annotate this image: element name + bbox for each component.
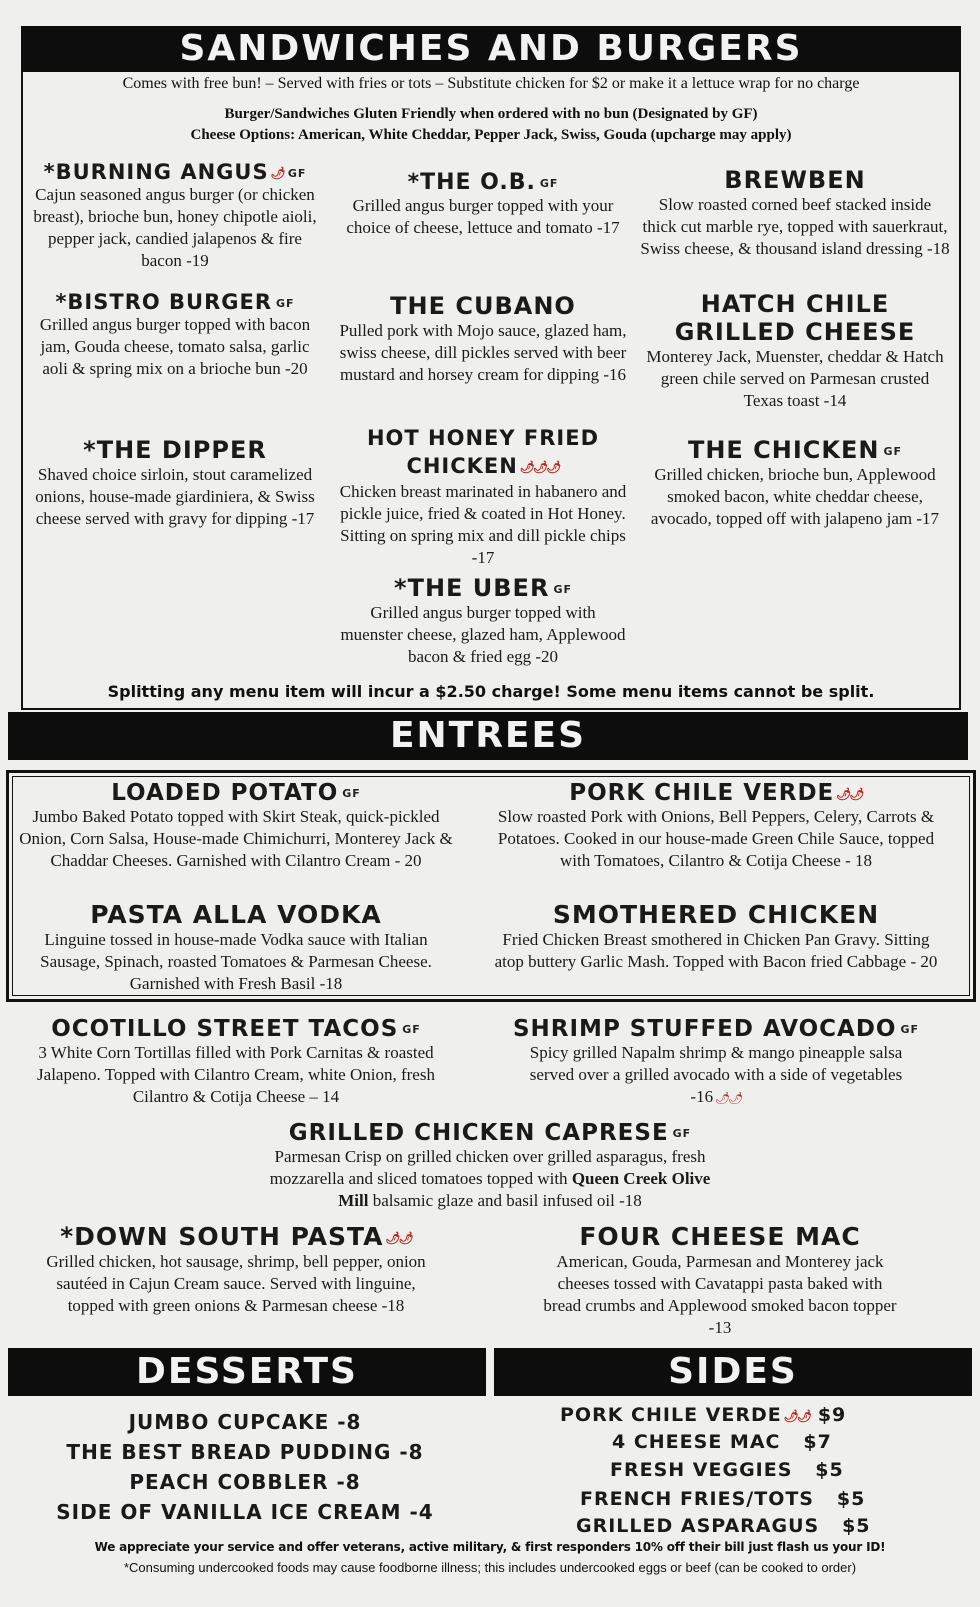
entree-four-cheese-mac (520, 1222, 920, 1339)
brand-name: Queen Creek Olive Mill (338, 1169, 711, 1210)
side-item (610, 1459, 844, 1481)
entrees-banner: ENTREES (8, 712, 968, 760)
side-name: PORK CHILE VERDE (560, 1404, 782, 1426)
side-name: 4 CHEESE MAC (612, 1431, 781, 1453)
item-description: Grilled angus burger topped with your choice of cheese, lettuce and tomato -17 (346, 196, 620, 237)
entree-down-south-pasta (16, 1222, 456, 1317)
item-title: BREWBEN (724, 166, 866, 194)
item-description: Grilled angus burger topped with muenster cheese, glazed ham, Applewood bacon & fried egg -20 (340, 603, 626, 666)
split-note: Splitting any menu item will incur a $2.50 charge! Some menu items cannot be split. (107, 682, 875, 701)
gf-badge: GF (276, 296, 295, 310)
item-the-uber (338, 574, 628, 668)
item-title: FOUR CHEESE MAC (579, 1222, 861, 1251)
side-item (576, 1515, 871, 1537)
gf-badge: GF (900, 1023, 920, 1036)
pepper-icon: 🌶🌶🌶 (519, 460, 560, 474)
side-price: $5 (836, 1488, 866, 1510)
item-title: PORK CHILE VERDE (569, 780, 835, 806)
item-description: Chicken breast marinated in habanero and pickle juice, fried & coated in Hot Honey. Sitting on spring mix and dill pickle chips -17 (339, 482, 627, 567)
desserts-banner: DESSERTS (8, 1348, 486, 1396)
dessert-item: SIDE OF VANILLA ICE CREAM -4 (56, 1500, 434, 1524)
veterans-note: We appreciate your service and offer veterans, active military, & first responders 10% off their bill just flash us your ID! (94, 1540, 886, 1554)
item-title: *THE DIPPER (83, 436, 267, 464)
side-name: FRENCH FRIES/TOTS (580, 1488, 814, 1510)
entree-smothered-chicken (486, 900, 946, 973)
item-burning-angus (30, 160, 320, 272)
entree-ocotillo-tacos (16, 1016, 456, 1108)
side-name: FRESH VEGGIES (610, 1459, 793, 1481)
gf-badge: GF (402, 1023, 421, 1036)
gf-badge: GF (342, 787, 361, 800)
side-item (612, 1431, 832, 1453)
item-the-dipper (30, 436, 320, 530)
item-description-end: balsamic glaze and basil infused oil -18 (368, 1191, 642, 1210)
item-description: Slow roasted Pork with Onions, Bell Peppers, Celery, Carrots & Potatoes. Cooked in our house-made Green Chile Sauce, topped with Tomatoes, Cilantro & Cotija Cheese - 18 (497, 807, 935, 870)
pepper-icon: 🌶🌶 (783, 1408, 811, 1423)
pepper-icon: 🌶🌶 (836, 786, 863, 801)
side-name: GRILLED ASPARAGUS (576, 1515, 820, 1537)
side-price: $7 (803, 1431, 832, 1453)
item-description: Monterey Jack, Muenster, cheddar & Hatch green chile served on Parmesan crusted Texas toast -14 (646, 347, 944, 410)
dessert-item: PEACH COBBLER -8 (129, 1470, 361, 1494)
dessert-item: JUMBO CUPCAKE -8 (128, 1410, 362, 1434)
sandwiches-banner: SANDWICHES AND BURGERS (21, 26, 961, 72)
side-item (560, 1404, 846, 1426)
pepper-icon: 🌶🌶 (715, 1091, 742, 1106)
item-title: HATCH CHILE GRILLED CHEESE (674, 290, 916, 346)
item-description: Cajun seasoned angus burger (or chicken breast), brioche bun, honey chipotle aioli, pepper jack, candied jalapenos & fire bacon -19 (33, 185, 317, 270)
sandwiches-note-1: Comes with free bun! – Served with fries or tots – Substitute chicken for $2 or make it a lettuce wrap for no charge (122, 75, 860, 92)
item-the-chicken (640, 436, 950, 530)
item-the-ob (338, 170, 628, 239)
gf-badge: GF (672, 1127, 692, 1140)
item-title: LOADED POTATO (111, 780, 339, 806)
sides-banner: SIDES (494, 1348, 972, 1396)
item-description: Grilled chicken, hot sausage, shrimp, bell pepper, onion sautéed in Cajun Cream sauce. Served with linguine, topped with green onions & Parmesan cheese -18 (46, 1252, 426, 1315)
item-title: SHRIMP STUFFED AVOCADO (512, 1016, 897, 1042)
entree-pork-chile-verde (486, 780, 946, 872)
item-description: Jumbo Baked Potato topped with Skirt Steak, quick-pickled Onion, Corn Salsa, House-made Chimichurri, Monterey Jack & Chaddar Cheeses. Garnished with Cilantro Cream - 20 (19, 807, 453, 870)
item-the-cubano (338, 292, 628, 386)
item-hatch-chile (640, 290, 950, 412)
item-brewben (640, 166, 950, 260)
item-description: Parmesan Crisp on grilled chicken over grilled asparagus, fresh mozzarella and sliced tomatoes topped with (269, 1147, 706, 1188)
item-hot-honey (338, 424, 628, 569)
sandwiches-note-2: Burger/Sandwiches Gluten Friendly when ordered with no bun (Designated by GF) (224, 106, 758, 122)
item-description: Slow roasted corned beef stacked inside thick cut marble rye, topped with sauerkraut, Swiss cheese, & thousand island dressing -18 (640, 195, 950, 258)
item-bistro-burger (30, 290, 320, 380)
item-title: SMOTHERED CHICKEN (552, 900, 880, 929)
item-title: HOT HONEY FRIED CHICKEN (366, 426, 600, 478)
entree-loaded-potato (16, 780, 456, 872)
item-title: GRILLED CHICKEN CAPRESE (288, 1120, 669, 1146)
item-description: 3 White Corn Tortillas filled with Pork Carnitas & roasted Jalapeno. Topped with Cilantro Cream, white Onion, fresh Cilantro & Cotija Cheese – 14 (37, 1043, 435, 1106)
gf-badge: GF (553, 582, 572, 596)
consumption-warning: *Consuming undercooked foods may cause foodborne illness; this includes undercooked eggs or beef (can be cooked to order) (123, 1560, 857, 1575)
item-title: *THE UBER (394, 574, 550, 602)
item-description: Spicy grilled Napalm shrimp & mango pineapple salsa served over a grilled avocado with a side of vegetables -16 (529, 1043, 903, 1106)
item-description: Shaved choice sirloin, stout caramelized onions, house-made giardiniera, & Swiss cheese served with gravy for dipping -17 (35, 465, 315, 528)
item-title: OCOTILLO STREET TACOS (51, 1016, 399, 1042)
gf-badge: GF (883, 444, 903, 458)
item-title: PASTA ALLA VODKA (90, 900, 382, 929)
item-description: Linguine tossed in house-made Vodka sauce with Italian Sausage, Spinach, roasted Tomatoes & Parmesan Cheese. Garnished with Fresh Basil -18 (40, 930, 432, 993)
side-price: $5 (815, 1459, 844, 1481)
item-description: Fried Chicken Breast smothered in Chicken Pan Gravy. Sitting atop buttery Garlic Mash. Topped with Bacon fried Cabbage - 20 (494, 930, 938, 971)
dessert-item: THE BEST BREAD PUDDING -8 (66, 1440, 424, 1464)
side-price: $9 (817, 1404, 847, 1426)
gf-badge: GF (287, 166, 307, 180)
item-description: American, Gouda, Parmesan and Monterey jack cheeses tossed with Cavatappi pasta baked with bread crumbs and Applewood smoked bacon topper -13 (543, 1252, 897, 1337)
side-price: $5 (842, 1515, 871, 1537)
item-title: *BISTRO BURGER (55, 290, 273, 314)
sandwiches-note-3: Cheese Options: American, White Cheddar, Pepper Jack, Swiss, Gouda (upcharge may apply) (190, 127, 792, 143)
entree-grilled-chicken-caprese (200, 1120, 780, 1212)
item-title: *DOWN SOUTH PASTA (60, 1222, 384, 1251)
entree-shrimp-avocado (486, 1016, 946, 1109)
item-title: *THE O.B. (407, 170, 536, 195)
item-title: THE CUBANO (390, 292, 576, 320)
item-description: Grilled angus burger topped with bacon jam, Gouda cheese, tomato salsa, garlic aoli & spring mix on a brioche bun -20 (39, 315, 311, 378)
item-title: THE CHICKEN (687, 436, 880, 464)
entree-pasta-alla-vodka (16, 900, 456, 995)
item-title: *BURNING ANGUS (43, 160, 269, 184)
side-item (580, 1488, 865, 1510)
gf-badge: GF (539, 176, 559, 190)
item-description: Grilled chicken, brioche bun, Applewood smoked bacon, white cheddar cheese, avocado, topped off with jalapeno jam -17 (650, 465, 940, 528)
pepper-icon: 🌶 (270, 166, 284, 180)
item-description: Pulled pork with Mojo sauce, glazed ham, swiss cheese, dill pickles served with beer mustard and horsey cream for dipping -16 (339, 321, 627, 384)
pepper-icon: 🌶🌶 (385, 1231, 412, 1245)
